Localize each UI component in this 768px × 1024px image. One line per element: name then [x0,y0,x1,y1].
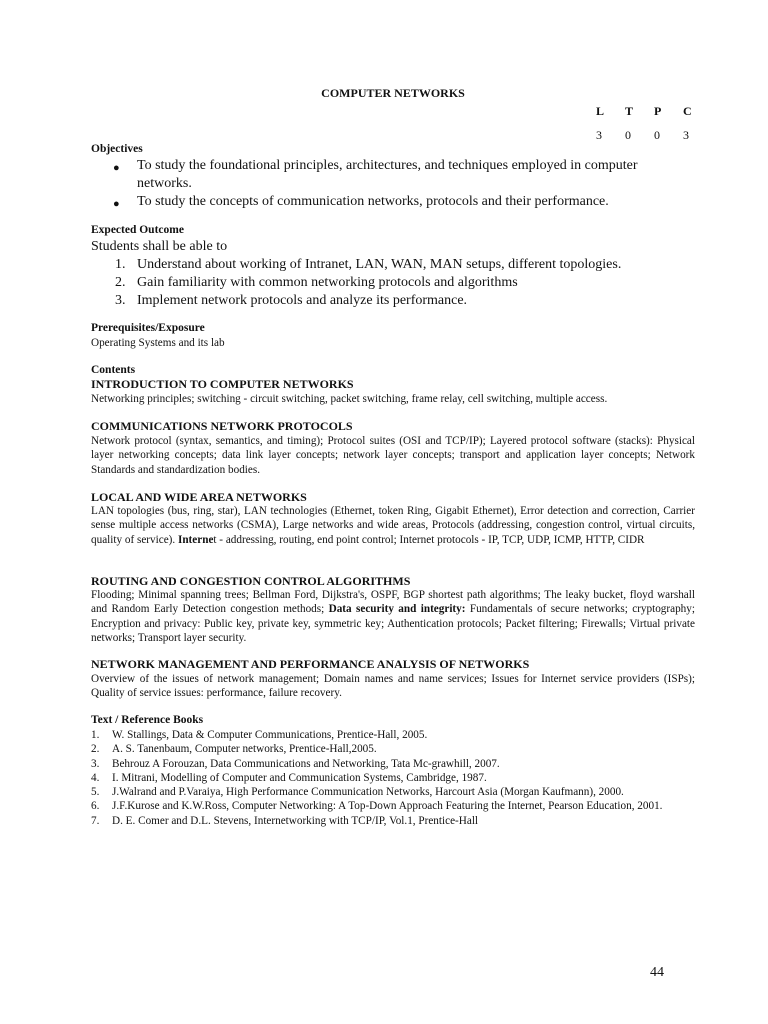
list-item: 3. Implement network protocols and analyze its performance. [115,293,468,308]
section-title-management: NETWORK MANAGEMENT AND PERFORMANCE ANALYSIS OF NETWORKS [91,657,530,671]
ltpc-header-t: T [625,104,634,118]
objective-text: To study the concepts of communication networks, protocols and their performance. [137,194,609,209]
list-item: 4. I. Mitrani, Modelling of Computer and Communication Systems, Cambridge, 1987. [91,771,695,785]
outcome-text: Gain familiarity with common networking protocols and algorithms [137,275,518,290]
reference-text: J.F.Kurose and K.W.Ross, Computer Networking: A Top-Down Approach Featuring the Internet, Pearson Education, 2001. [112,800,663,813]
reference-text: J.Walrand and P.Varaiya, High Performance Communication Networks, Harcourt Asia (Morgan Kaufmann), 2000. [112,786,624,799]
section-title-protocols: COMMUNICATIONS NETWORK PROTOCOLS [91,419,353,433]
objectives-heading: Objectives [91,143,143,155]
list-item [113,193,685,213]
outcome-text: Implement network protocols and analyze its performance. [137,293,468,308]
ltpc-header-c: C [683,104,692,118]
inline-bold-data-security: Data security and integrity: [328,603,466,616]
page-number: 44 [650,965,664,980]
section-title-lan-wan: LOCAL AND WIDE AREA NETWORKS [91,490,307,504]
ltpc-value-t: 0 [625,128,631,142]
list-item: 1. W. Stallings, Data & Computer Communications, Prentice-Hall, 2005. [91,728,695,742]
list-item: 2. A. S. Tanenbaum, Computer networks, Prentice-Hall,2005. [91,742,695,756]
list-item: 2. Gain familiarity with common networking protocols and algorithms [115,275,518,290]
ltpc-header-p: P [654,104,662,118]
bullet-icon: ● [113,198,120,210]
inline-bold-internet: Interne [177,533,214,546]
ltpc-value-c: 3 [683,128,689,142]
reference-text: I. Mitrani, Modelling of Computer and Communication Systems, Cambridge, 1987. [112,771,487,784]
reference-text: Behrouz A Forouzan, Data Communications and Networking, Tata Mc-grawhill, 2007. [112,757,500,770]
list-item: 7. D. E. Comer and D.L. Stevens, Internetworking with TCP/IP, Vol.1, Prentice-Hall [91,814,695,828]
expected-outcome-heading: Expected Outcome [91,224,184,236]
reference-text: A. S. Tanenbaum, Computer networks, Prentice-Hall,2005. [112,743,377,756]
objectives-list [113,157,685,213]
page-title: COMPUTER NETWORKS [321,86,465,100]
ltpc-values-row [596,128,712,143]
ltpc-table [596,104,712,143]
outcome-text: Understand about working of Intranet, LAN, WAN, MAN setups, different topologies. [137,257,622,272]
references-heading: Text / Reference Books [91,714,204,726]
section-text-protocols: Network protocol (syntax, semantics, and timing); Protocol suites (OSI and TCP/IP); Layered protocol software (stacks): Physical layer networking concepts; data link layer concepts; network layer concepts; transport and application layer concepts; Network Standards and standardization bodies. [91,435,695,476]
contents-heading: Contents [91,364,136,376]
list-item [113,157,685,193]
prerequisites-heading: Prerequisites/Exposure [91,322,205,334]
ltpc-header-l: L [596,104,605,118]
expected-outcome-intro: Students shall be able to [91,239,228,254]
objective-text: To study the foundational principles, architectures, and techniques employed in computer networks. [137,158,638,191]
section-text-lan-wan: LAN topologies (bus, ring, star), LAN technologies (Ethernet, token Ring, Gigabit Ethernet), Error detection and correction, Carrier sense multiple access networks (CSMA), Large networks and wide areas, Protocols (addressing, congestion control, virtual circuits, quality of service). Internet - addressing, routing, end point control; Internet protocols - IP, TCP, UDP, ICMP, HTTP, CIDR [91,505,695,546]
section-title-routing: ROUTING AND CONGESTION CONTROL ALGORITHMS [91,574,411,588]
section-text-routing: Flooding; Minimal spanning trees; Bellman Ford, Dijkstra's, OSPF, BGP shortest path algorithms; The leaky bucket, floyd warshall and Random Early Detection congestion methods; Data security and integrity: Fundamentals of secure networks; cryptography; Encryption and privacy: Public key, private key, symmetric key; Authentication protocols; Packet filtering; Firewalls; Virtual private networks; Transport layer security. [91,589,695,644]
ltpc-value-l: 3 [596,128,602,142]
section-title-introduction: INTRODUCTION TO COMPUTER NETWORKS [91,377,354,391]
section-text-introduction: Networking principles; switching - circuit switching, packet switching, frame relay, cell switching, multiple access. [91,393,608,405]
expected-outcome-list [115,256,695,310]
bullet-icon: ● [113,162,120,174]
reference-text: D. E. Comer and D.L. Stevens, Internetworking with TCP/IP, Vol.1, Prentice-Hall [112,814,479,827]
ltpc-value-p: 0 [654,128,660,142]
list-item: 6. J.F.Kurose and K.W.Ross, Computer Networking: A Top-Down Approach Featuring the Internet, Pearson Education, 2001. [91,799,695,813]
ltpc-header-row [596,104,712,119]
references-list [91,728,695,828]
section-text-management: Overview of the issues of network management; Domain names and name services; Issues for Internet service providers (ISPs); Quality of service issues: performance, failure recovery. [91,673,695,700]
prerequisites-text: Operating Systems and its lab [91,337,225,349]
list-item: 1. Understand about working of Intranet, LAN, WAN, MAN setups, different topologies. [115,257,622,272]
list-item: 3. Behrouz A Forouzan, Data Communications and Networking, Tata Mc-grawhill, 2007. [91,757,695,771]
reference-text: W. Stallings, Data & Computer Communications, Prentice-Hall, 2005. [112,729,428,741]
list-item: 5. J.Walrand and P.Varaiya, High Performance Communication Networks, Harcourt Asia (Morgan Kaufmann), 2000. [91,785,695,799]
